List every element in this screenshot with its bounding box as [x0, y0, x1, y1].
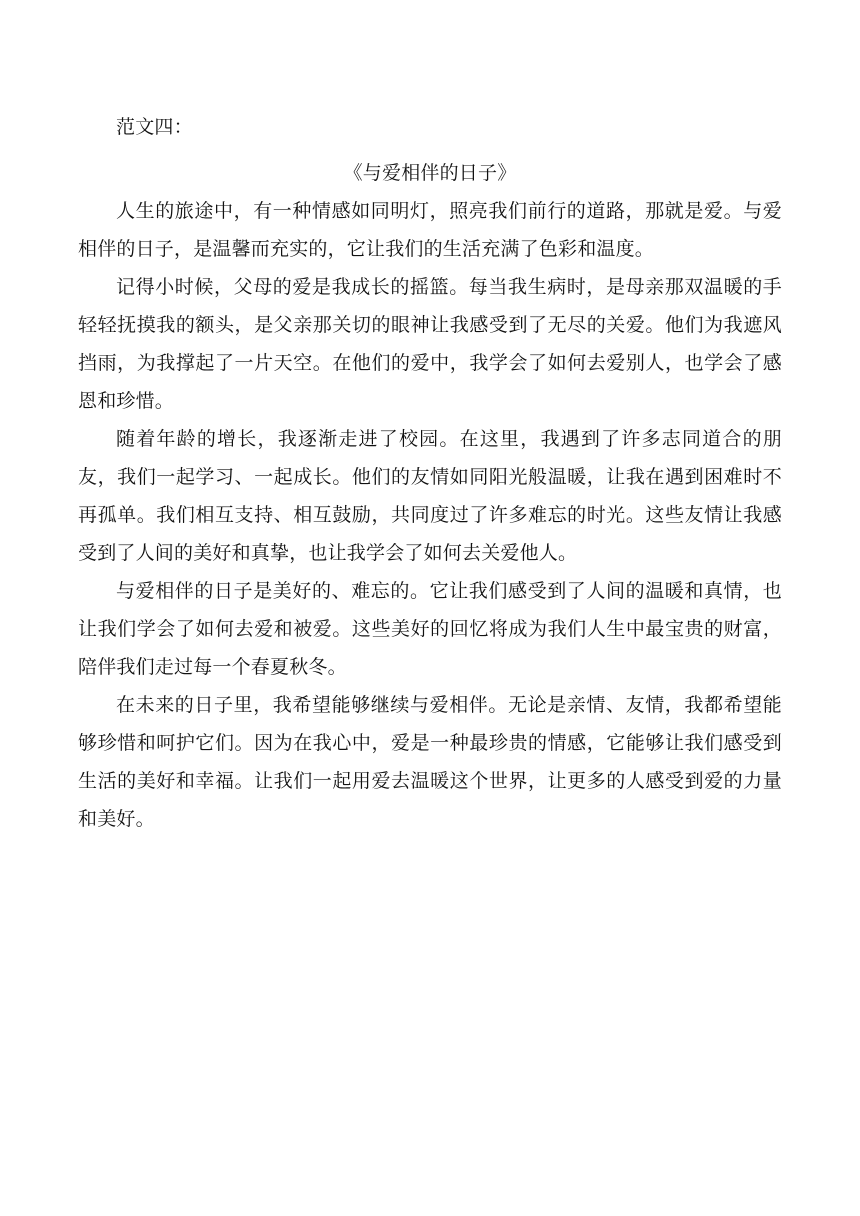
paragraph-1: 人生的旅途中，有一种情感如同明灯，照亮我们前行的道路，那就是爱。与爱相伴的日子，是温馨而充实的，它让我们的生活充满了色彩和温度。 — [78, 200, 782, 260]
essay-label: 范文四： — [116, 116, 193, 138]
paragraph-2: 记得小时候，父母的爱是我成长的摇篮。每当我生病时，是母亲那双温暖的手轻轻抚摸我的额头，是父亲那关切的眼神让我感受到了无尽的关爱。他们为我遮风挡雨，为我撑起了一片天空。在他们的爱中，我学会了如何去爱别人，也学会了感恩和珍惜。 — [78, 276, 782, 412]
paragraph-4: 与爱相伴的日子是美好的、难忘的。它让我们感受到了人间的温暖和真情，也让我们学会了如何去爱和被爱。这些美好的回忆将成为我们人生中最宝贵的财富，陪伴我们走过每一个春夏秋冬。 — [78, 580, 782, 678]
essay-body — [78, 108, 782, 838]
paragraph-3: 随着年龄的增长，我逐渐走进了校园。在这里，我遇到了许多志同道合的朋友，我们一起学习、一起成长。他们的友情如同阳光般温暖，让我在遇到困难时不再孤单。我们相互支持、相互鼓励，共同度过了许多难忘的时光。这些友情让我感受到了人间的美好和真挚，也让我学会了如何去关爱他人。 — [78, 428, 782, 564]
essay-title: 《与爱相伴的日子》 — [343, 162, 517, 184]
paragraph-5: 在未来的日子里，我希望能够继续与爱相伴。无论是亲情、友情，我都希望能够珍惜和呵护它们。因为在我心中，爱是一种最珍贵的情感，它能够让我们感受到生活的美好和幸福。让我们一起用爱去温暖这个世界，让更多的人感受到爱的力量和美好。 — [78, 694, 782, 830]
